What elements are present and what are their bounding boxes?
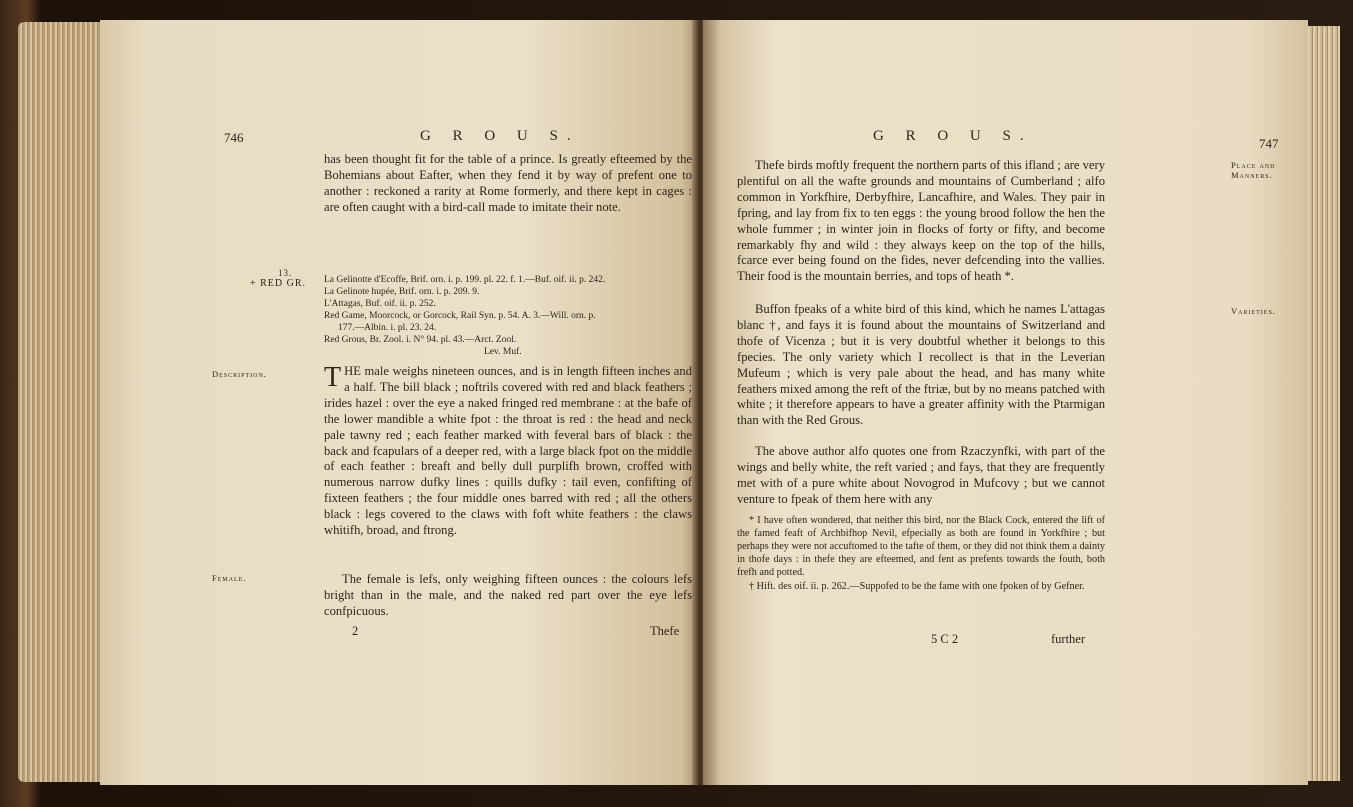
footnote-text: * I have often wondered, that neither this bird, nor the Black Cock, entered the lift of the famed feaft of Archbifhop Nevil, efpecially as both are found in Yorkfhire ; but perhaps they were not accuftomed to the tafte of them, or they did not think them a dainty in thofe days : in thefe they are efteemed, and fent as prefents towards the fouth, both frefh and potted. — [737, 515, 1105, 578]
species-name: + RED GR. — [250, 278, 307, 289]
paragraph-text: Buffon fpeaks of a white bird of this kind, which he names L'attagas blanc †, and fays it is found about the mountains of Switzerland and thofe of Vicenza ; but it is very doubtful whether it belongs to this fpecies. The only variety which I recollect is that in the Leverian Mufeum ; which is very pale about the head, and has many white feathers mixed among the reft of the ftriæ, but by no means patched with white ; it therefore appears to have a greater affinity with the Ptarmigan than with the Red Grous. — [737, 302, 1105, 428]
paragraph-text: The above author alfo quotes one from Rzaczynfki, with part of the wings and belly white, the reft varied ; and fays, that they are frequently met with of a pure white about Novogrod in Mufcovy ; but we cannot venture to fpeak of them here with any — [737, 444, 1105, 506]
female-paragraph — [324, 572, 692, 620]
synonym-line: Red Grous, Br. Zool. i. N° 94. pl. 43.—Arct. Zool. — [324, 335, 517, 345]
paragraph — [324, 152, 692, 216]
female-text: The female is lefs, only weighing fifteen ounces : the colours lefs bright than in the male, and the naked red part over the eye lefs confpicuous. — [324, 572, 692, 618]
page-number: 746 — [224, 130, 244, 145]
paragraph — [737, 158, 1105, 285]
synonym-line: Red Game, Moorcock, or Gorcock, Rail Syn. p. 54. A. 3.—Will. orn. p. — [324, 311, 596, 321]
synonym-line: 177.—Albin. i. pl. 23. 24. — [338, 323, 437, 333]
description-text: HE male weighs nineteen ounces, and is in length fifteen inches and a half. The bill black ; noftrils covered with red and black feathers ; irides hazel : over the eye a naked fringed red membrane : at the bafe of the lower mandible a white fpot : the throat is red : the head and neck pale tawny red ; each feather marked with feveral bars of black : the back and fcapulars of a deeper red, with a large black fpot on the middle of each feather : breaft and belly dull purplifh brown, croffed with numerous narrow dufky lines : quills dufky : tail even, confifting of fixteen feathers ; the four middle ones barred with red ; all the others black : legs covered to the claws with foft white feathers : the claws whitifh, broad, and ftrong. — [324, 364, 692, 538]
left-page — [100, 20, 700, 785]
synonym-line: L'Attagas, Buf. oif. ii. p. 252. — [324, 299, 436, 309]
paragraph-text: Thefe birds moftly frequent the northern parts of this ifland ; are very plentiful on all the wafte grounds and mountains of Cumberland ; alfo common in Yorkfhire, Derbyfhire, Lancafhire, and Wales. They pair in fpring, and lay from fix to ten eggs : the young brood follow the hen the whole fummer ; in winter join in flocks of forty or fifty, and become remarkably fhy and wild : they always keep on the top of the hills, fcarce ever being found on the fides, never defcending into the vallies. Their food is the mountain berries, and tops of heath *. — [737, 158, 1105, 284]
drop-cap: T — [324, 362, 342, 393]
margin-note-varieties: Varieties. — [1231, 306, 1276, 316]
description-paragraph — [324, 364, 692, 539]
paragraph-text: has been thought fit for the table of a prince. Is greatly efteemed by the Bohemians about Eafter, when they fend it by way of prefent one to another : reckoned a rarity at Rome formerly, and there kept in cages : are often caught with a bird-call made to imitate their note. — [324, 152, 692, 214]
margin-note-place: Place and Manners. — [1231, 160, 1276, 180]
synonym-line: Lev. Muf. — [484, 347, 522, 357]
footnote — [737, 580, 1105, 593]
synonym-line: La Gelinote hupée, Brif. orn. i. p. 209. 9. — [324, 287, 480, 297]
running-head: G R O U S. — [873, 128, 1033, 144]
paragraph — [737, 444, 1105, 508]
footnote-text: † Hift. des oif. ii. p. 262.—Suppofed to be the fame with one fpoken of by Gefner. — [749, 581, 1085, 592]
margin-note-description: Description. — [212, 369, 267, 379]
paragraph — [737, 302, 1105, 429]
margin-note-female: Female. — [212, 573, 247, 583]
signature-mark: 5 C 2 — [931, 632, 959, 646]
running-head: G R O U S. — [420, 128, 580, 144]
footnote — [737, 514, 1105, 579]
right-page — [703, 20, 1308, 785]
species-number: 13. — [278, 268, 293, 278]
page-number: 747 — [1259, 136, 1279, 151]
catchword: further — [1051, 632, 1086, 646]
synonym-line: La Gelinotte d'Ecoffe, Brif. orn. i. p. 199. pl. 22. f. 1.—Buf. oif. ii. p. 242. — [324, 275, 606, 285]
signature-mark: 2 — [352, 624, 359, 638]
catchword: Thefe — [650, 624, 680, 638]
